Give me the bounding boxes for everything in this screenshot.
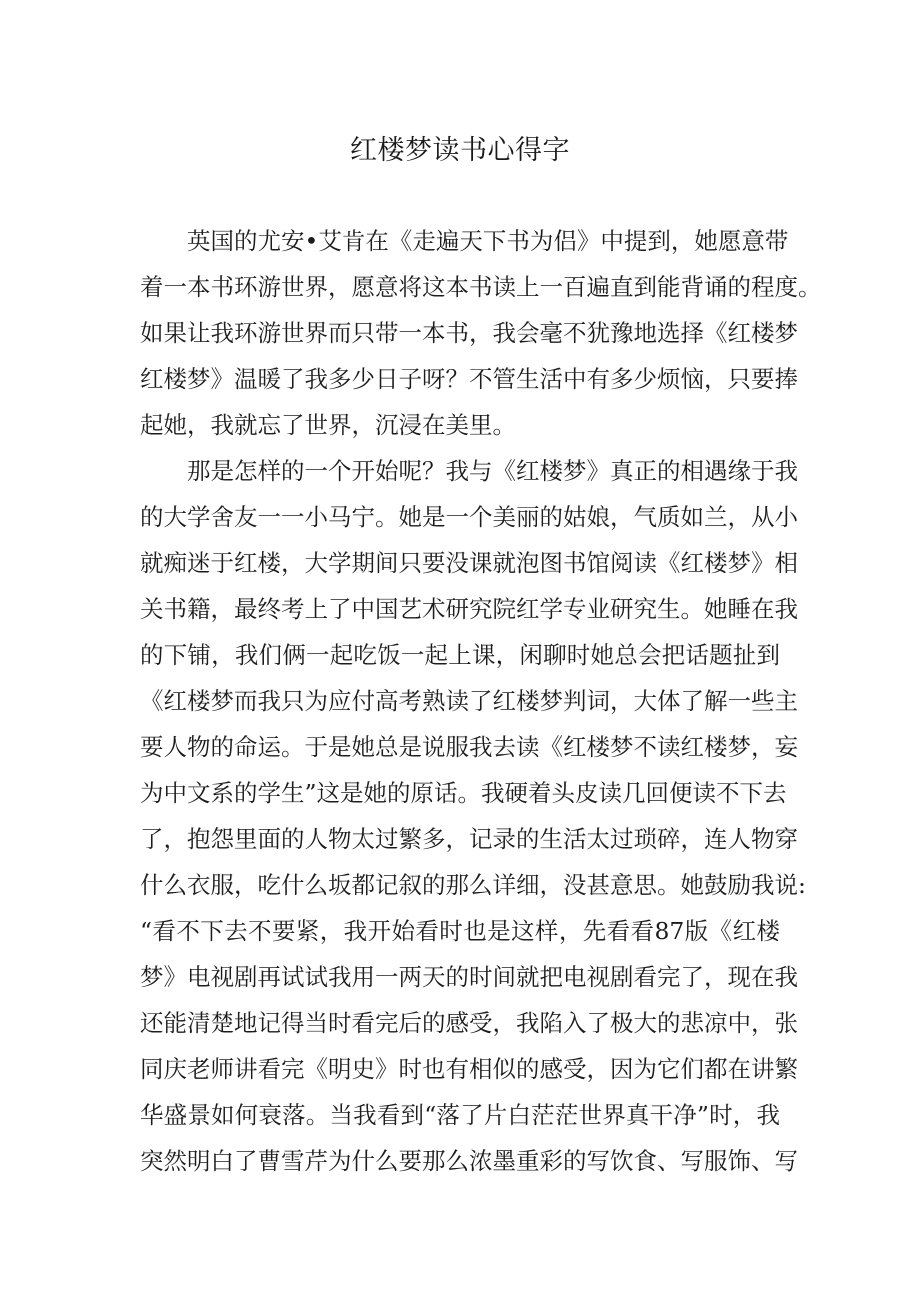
text-line: 了，抱怨里面的人物太过繁多，记录的生活太过琐碎，连人物穿: [140, 825, 798, 853]
text-line: 同庆老师讲看完《明史》时也有相似的感受，因为它们都在讲繁: [140, 1055, 798, 1083]
text-line: 为中文系的学生”这是她的原话。我硬着头皮读几回便读不下去: [140, 779, 787, 807]
text-line: 那是怎样的一个开始呢？我与《红楼梦》真正的相遇缘于我: [187, 457, 798, 485]
text-line: 就痴迷于红楼，大学期间只要没课就泡图书馆阅读《红楼梦》相: [140, 549, 798, 577]
text-line: 的大学舍友一一小马宁。她是一个美丽的姑娘，气质如兰，从小: [140, 503, 798, 531]
text-line: 关书籍，最终考上了中国艺术研究院红学专业研究生。她睡在我: [140, 595, 798, 623]
text-line: 的下铺，我们俩一起吃饭一起上课，闲聊时她总会把话题扯到: [140, 641, 780, 669]
paragraph: [140, 448, 806, 1184]
text-line: “看不下去不要紧，我开始看时也是这样，先看看87版《红楼: [140, 917, 780, 945]
text-line: 要人物的命运。于是她总是说服我去读《红楼梦不读红楼梦，妄: [140, 733, 798, 761]
text-line: 红楼梦》温暖了我多少日子呀？不管生活中有多少烦恼，只要捧: [140, 365, 798, 393]
text-line: 突然明白了曹雪芹为什么要那么浓墨重彩的写饮食、写服饰、写: [140, 1147, 798, 1175]
text-line: 英国的尤安•艾肯在《走遍天下书为侣》中提到，她愿意带: [187, 227, 789, 255]
document-title: 红楼梦读书心得字: [350, 135, 570, 166]
paragraph: [140, 218, 822, 448]
text-line: 还能清楚地记得当时看完后的感受，我陷入了极大的悲凉中，张: [140, 1009, 798, 1037]
text-line: 起她，我就忘了世界，沉浸在美里。: [140, 411, 516, 439]
document-body: [140, 218, 822, 1184]
text-line: 着一本书环游世界，愿意将这本书读上一百遍直到能背诵的程度。: [140, 273, 822, 301]
text-line: 《红楼梦而我只为应付高考熟读了红楼梦判词，大体了解一些主: [140, 687, 798, 715]
text-line: 梦》电视剧再试试我用一两天的时间就把电视剧看完了，现在我: [140, 963, 798, 991]
text-line: 如果让我环游世界而只带一本书，我会毫不犹豫地选择《红楼梦: [140, 319, 798, 347]
text-line: 什么衣服，吃什么坂都记叙的那么详细，没甚意思。她鼓励我说:: [140, 871, 806, 899]
text-line: 华盛景如何衰落。当我看到“落了片白茫茫世界真干净”时，我: [140, 1101, 780, 1129]
